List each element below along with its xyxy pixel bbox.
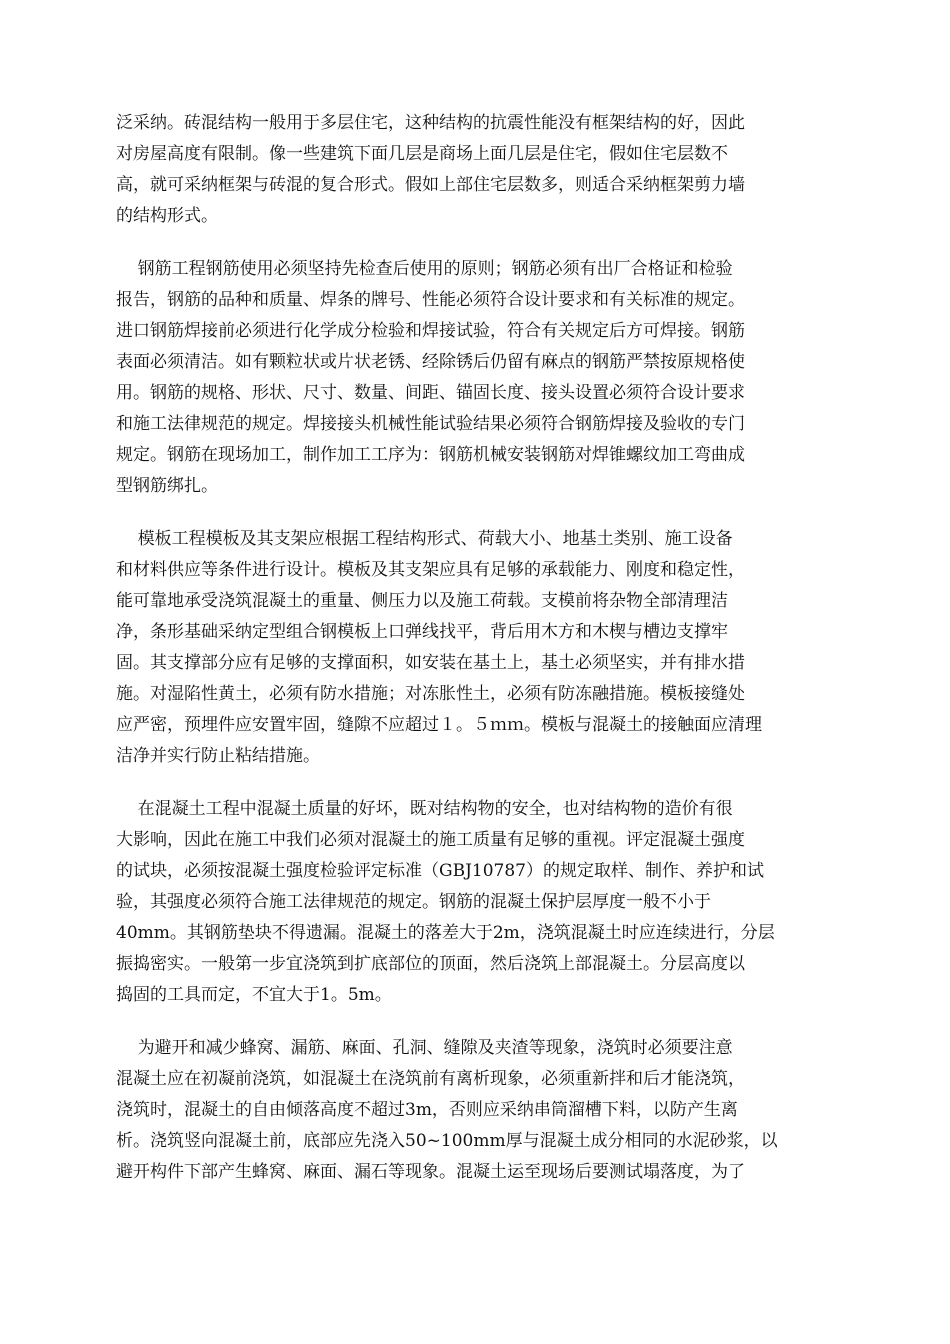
text-line: 固。其支撑部分应有足够的支撑面积，如安装在基土上，基土必须坚实，并有排水措 bbox=[116, 653, 745, 673]
text-line: 和施工法律规范的规定。焊接接头机械性能试验结果必须符合钢筋焊接及验收的专门 bbox=[116, 414, 745, 434]
text-line: 避开构件下部产生蜂窝、麻面、漏石等现象。混凝土运至现场后要测试塌落度，为了 bbox=[116, 1162, 745, 1182]
text-line: 洁净并实行防止粘结措施。 bbox=[116, 746, 320, 766]
text-line: 混凝土应在初凝前浇筑，如混凝土在浇筑前有离析现象，必须重新拌和后才能浇筑， bbox=[116, 1069, 745, 1089]
text-line: 施。对湿陷性黄土，必须有防水措施；对冻胀性土，必须有防冻融措施。模板接缝处 bbox=[116, 684, 745, 704]
text-line: 模板工程模板及其支架应根据工程结构形式、荷载大小、地基土类别、施工设备 bbox=[116, 529, 733, 549]
text-line: 用。钢筋的规格、形状、尺寸、数量、间距、锚固长度、接头设置必须符合设计要求 bbox=[116, 383, 745, 403]
text-line: 表面必须清洁。如有颗粒状或片状老锈、经除锈后仍留有麻点的钢筋严禁按原规格使 bbox=[116, 352, 745, 372]
text-line: 为避开和减少蜂窝、漏筋、麻面、孔洞、缝隙及夹渣等现象，浇筑时必须要注意 bbox=[116, 1038, 733, 1058]
paragraph bbox=[116, 794, 832, 1011]
text-line: 在混凝土工程中混凝土质量的好坏，既对结构物的安全，也对结构物的造价有很 bbox=[116, 799, 733, 819]
text-line: 对房屋高度有限制。像一些建筑下面几层是商场上面几层是住宅，假如住宅层数不 bbox=[116, 144, 728, 164]
text-line: 规定。钢筋在现场加工，制作加工工序为：钢筋机械安装钢筋对焊锥螺纹加工弯曲成 bbox=[116, 445, 745, 465]
text-line: 型钢筋绑扎。 bbox=[116, 476, 218, 496]
paragraph bbox=[116, 108, 832, 232]
document-page bbox=[116, 108, 832, 1210]
text-line: 报告，钢筋的品种和质量、焊条的牌号、性能必须符合设计要求和有关标准的规定。 bbox=[116, 290, 745, 310]
paragraph bbox=[116, 254, 832, 502]
text-line: 能可靠地承受浇筑混凝土的重量、侧压力以及施工荷载。支模前将杂物全部清理洁 bbox=[116, 591, 728, 611]
paragraph bbox=[116, 1033, 832, 1188]
text-line: 净，条形基础采纳定型组合钢模板上口弹线找平，背后用木方和木楔与槽边支撑牢 bbox=[116, 622, 728, 642]
text-line: 应严密，预埋件应安置牢固，缝隙不应超过１。５ｍｍ。模板与混凝土的接触面应清理 bbox=[116, 715, 762, 735]
text-line: 浇筑时，混凝土的自由倾落高度不超过3m，否则应采纳串筒溜槽下料，以防产生离 bbox=[116, 1100, 738, 1120]
text-line: 钢筋工程钢筋使用必须坚持先检查后使用的原则；钢筋必须有出厂合格证和检验 bbox=[116, 259, 733, 279]
text-line: 高，就可采纳框架与砖混的复合形式。假如上部住宅层数多，则适合采纳框架剪力墙 bbox=[116, 175, 745, 195]
text-line: 的结构形式。 bbox=[116, 206, 218, 226]
text-line: 的试块，必须按混凝土强度检验评定标准（GBJ10787）的规定取样、制作、养护和试 bbox=[116, 861, 764, 881]
paragraph bbox=[116, 524, 832, 772]
text-line: 捣固的工具而定，不宜大于1。5m。 bbox=[116, 985, 392, 1005]
text-line: 40mm。其钢筋垫块不得遗漏。混凝土的落差大于2m，浇筑混凝土时应连续进行，分层 bbox=[116, 923, 775, 943]
text-line: 进口钢筋焊接前必须进行化学成分检验和焊接试验，符合有关规定后方可焊接。钢筋 bbox=[116, 321, 745, 341]
text-line: 振捣密实。一般第一步宜浇筑到扩底部位的顶面，然后浇筑上部混凝土。分层高度以 bbox=[116, 954, 745, 974]
text-line: 和材料供应等条件进行设计。模板及其支架应具有足够的承载能力、刚度和稳定性， bbox=[116, 560, 745, 580]
text-line: 大影响，因此在施工中我们必须对混凝土的施工质量有足够的重视。评定混凝土强度 bbox=[116, 830, 745, 850]
text-line: 验，其强度必须符合施工法律规范的规定。钢筋的混凝土保护层厚度一般不小于 bbox=[116, 892, 711, 912]
text-line: 泛采纳。砖混结构一般用于多层住宅，这种结构的抗震性能没有框架结构的好，因此 bbox=[116, 113, 745, 133]
text-line: 析。浇筑竖向混凝土前，底部应先浇入50~100mm厚与混凝土成分相同的水泥砂浆，以 bbox=[116, 1131, 778, 1151]
